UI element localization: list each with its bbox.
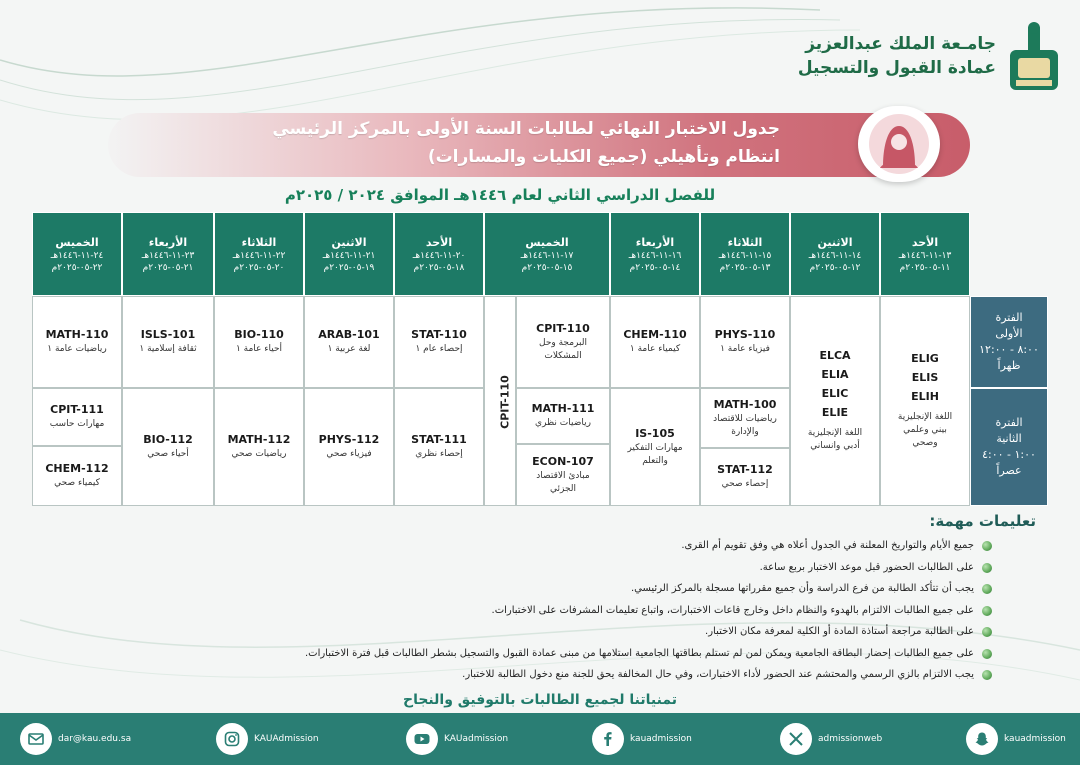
list-item: يجب أن تتأكد الطالبة من فرع الدراسة وأن جميع مقرراتها مسجلة بالمركز الرئيسي.	[32, 578, 992, 600]
exam-cell: PHYS-110 فيزياء عامة ١	[700, 296, 790, 388]
day-header: الخميس ٢٤-١١-١٤٤٦هـ ٢٢-٠٥-٢٠٢٥م	[32, 212, 122, 296]
snapchat-icon	[966, 723, 998, 755]
exam-schedule-table	[32, 212, 1048, 506]
period-second: الفترة الثانية ١:٠٠ - ٤:٠٠ عصراً	[970, 388, 1048, 506]
mail-icon	[20, 723, 52, 755]
exam-cell: MATH-100 رياضيات للاقتصاد والإدارة	[700, 388, 790, 448]
student-avatar	[858, 106, 940, 182]
exam-cell: CHEM-110 كيمياء عامة ١	[610, 296, 700, 388]
day-header: الأربعاء ١٦-١١-١٤٤٦هـ ١٤-٠٥-٢٠٢٥م	[610, 212, 700, 296]
title-banner	[108, 113, 970, 177]
exam-cell: MATH-110 رياضيات عامة ١	[32, 296, 122, 388]
day-header: الاثنين ١٤-١١-١٤٤٦هـ ١٢-٠٥-٢٠٢٥م	[790, 212, 880, 296]
university-header	[797, 18, 1062, 98]
email-link[interactable]: dar@kau.edu.sa	[20, 723, 131, 755]
bullet-icon	[982, 649, 992, 659]
list-item: على الطالبة مراجعة أستاذة المادة أو الكلية لمعرفة مكان الاختبار.	[32, 621, 992, 643]
day-header: الثلاثاء ١٥-١١-١٤٤٦هـ ١٣-٠٥-٢٠٢٥م	[700, 212, 790, 296]
day-header: الاثنين ٢١-١١-١٤٤٦هـ ١٩-٠٥-٢٠٢٥م	[304, 212, 394, 296]
exam-cell-english-science: ELIG ELIS ELIH اللغة الإنجليزية بيني وعلمي وصحي	[880, 296, 970, 506]
x-icon	[780, 723, 812, 755]
list-item: جميع الأيام والتواريخ المعلنة في الجدول أعلاه هي وفق تقويم أم القرى.	[32, 535, 992, 557]
day-header: الأحد ١٣-١١-١٤٤٦هـ ١١-٠٥-٢٠٢٥م	[880, 212, 970, 296]
semester-subtitle: للفصل الدراسي الثاني لعام ١٤٤٦هـ الموافق ٢٠٢٤ / ٢٠٢٥م	[284, 186, 716, 204]
youtube-link[interactable]: KAUadmission	[406, 723, 508, 755]
exam-cell: CHEM-112 كيمياء صحي	[32, 446, 122, 506]
snapchat-link[interactable]: kauadmission	[966, 723, 1066, 755]
exam-cell-vertical: CPIT-110	[484, 296, 516, 506]
exam-cell: BIO-110 أحياء عامة ١	[214, 296, 304, 388]
bullet-icon	[982, 627, 992, 637]
page-title: جدول الاختبار النهائي لطالبات السنة الأولى بالمركز الرئيسي	[272, 119, 780, 139]
university-seal-icon	[1006, 20, 1062, 94]
female-student-icon	[858, 106, 940, 182]
facebook-icon	[592, 723, 624, 755]
exam-cell: ISLS-101 ثقافة إسلامية ١	[122, 296, 214, 388]
exam-cell: STAT-111 إحصاء نظري	[394, 388, 484, 506]
day-header: الخميس ١٧-١١-١٤٤٦هـ ١٥-٠٥-٢٠٢٥م	[484, 212, 610, 296]
x-link[interactable]: admissionweb	[780, 723, 882, 755]
exam-cell: CPIT-111 مهارات حاسب	[32, 388, 122, 446]
day-header: الأحد ٢٠-١١-١٤٤٦هـ ١٨-٠٥-٢٠٢٥م	[394, 212, 484, 296]
period-first: الفترة الأولى ٨:٠٠ - ١٢:٠٠ ظهراً	[970, 296, 1048, 388]
exam-cell: PHYS-112 فيزياء صحي	[304, 388, 394, 506]
exam-cell: IS-105 مهارات التفكير والتعلم	[610, 388, 700, 506]
facebook-link[interactable]: kauadmission	[592, 723, 692, 755]
exam-cell: ECON-107 مبادئ الاقتصاد الجزئي	[516, 444, 610, 506]
exam-cell: CPIT-110 البرمجة وحل المشكلات	[516, 296, 610, 388]
exam-cell: BIO-112 أحياء صحي	[122, 388, 214, 506]
closing-message: تمنياتنا لجميع الطالبات بالتوفيق والنجاح	[403, 692, 677, 708]
bullet-icon	[982, 606, 992, 616]
list-item: على جميع الطالبات الالتزام بالهدوء والنظام داخل وخارج قاعات الاختبارات، واتباع تعليمات المشرفات على الاختبارات.	[32, 600, 992, 622]
exam-cell: MATH-111 رياضيات نظري	[516, 388, 610, 444]
deanship-name: عمادة القبول والتسجيل	[797, 58, 996, 78]
bullet-icon	[982, 584, 992, 594]
list-item: يجب الالتزام بالزي الرسمي والمحتشم عند الحضور لأداء الاختبارات، وفي حال المخالفة يحق للجنة منع دخول الطالبة للاختبار.	[32, 664, 992, 686]
instagram-link[interactable]: KAUAdmission	[216, 723, 319, 755]
exam-cell: STAT-110 إحصاء عام ١	[394, 296, 484, 388]
instructions-list	[32, 535, 992, 686]
bullet-icon	[982, 541, 992, 551]
page-title-secondary: انتظام وتأهيلي (جميع الكليات والمسارات)	[427, 147, 780, 167]
exam-cell: STAT-112 إحصاء صحي	[700, 448, 790, 506]
youtube-icon	[406, 723, 438, 755]
university-name: جامـعة الملك عبدالعزيز	[805, 34, 996, 54]
list-item: على الطالبات الحضور قبل موعد الاختبار بربع ساعة.	[32, 557, 992, 579]
day-header: الثلاثاء ٢٢-١١-١٤٤٦هـ ٢٠-٠٥-٢٠٢٥م	[214, 212, 304, 296]
exam-cell-english-arts: ELCA ELIA ELIC ELIE اللغة الإنجليزية أدبي وانساني	[790, 296, 880, 506]
footer-bar	[0, 713, 1080, 765]
exam-cell: MATH-112 رياضيات صحي	[214, 388, 304, 506]
day-header: الأربعاء ٢٣-١١-١٤٤٦هـ ٢١-٠٥-٢٠٢٥م	[122, 212, 214, 296]
bullet-icon	[982, 563, 992, 573]
exam-cell: ARAB-101 لغة عربية ١	[304, 296, 394, 388]
instructions-title: تعليمات مهمة:	[929, 512, 1036, 530]
instagram-icon	[216, 723, 248, 755]
list-item: على جميع الطالبات إحضار البطاقة الجامعية ويمكن لمن لم تستلم بطاقتها الجامعية استلامها من مبنى عمادة القبول والتسجيل بشطر الطالبات قبل فترة الاختبارات.	[32, 643, 992, 665]
bullet-icon	[982, 670, 992, 680]
